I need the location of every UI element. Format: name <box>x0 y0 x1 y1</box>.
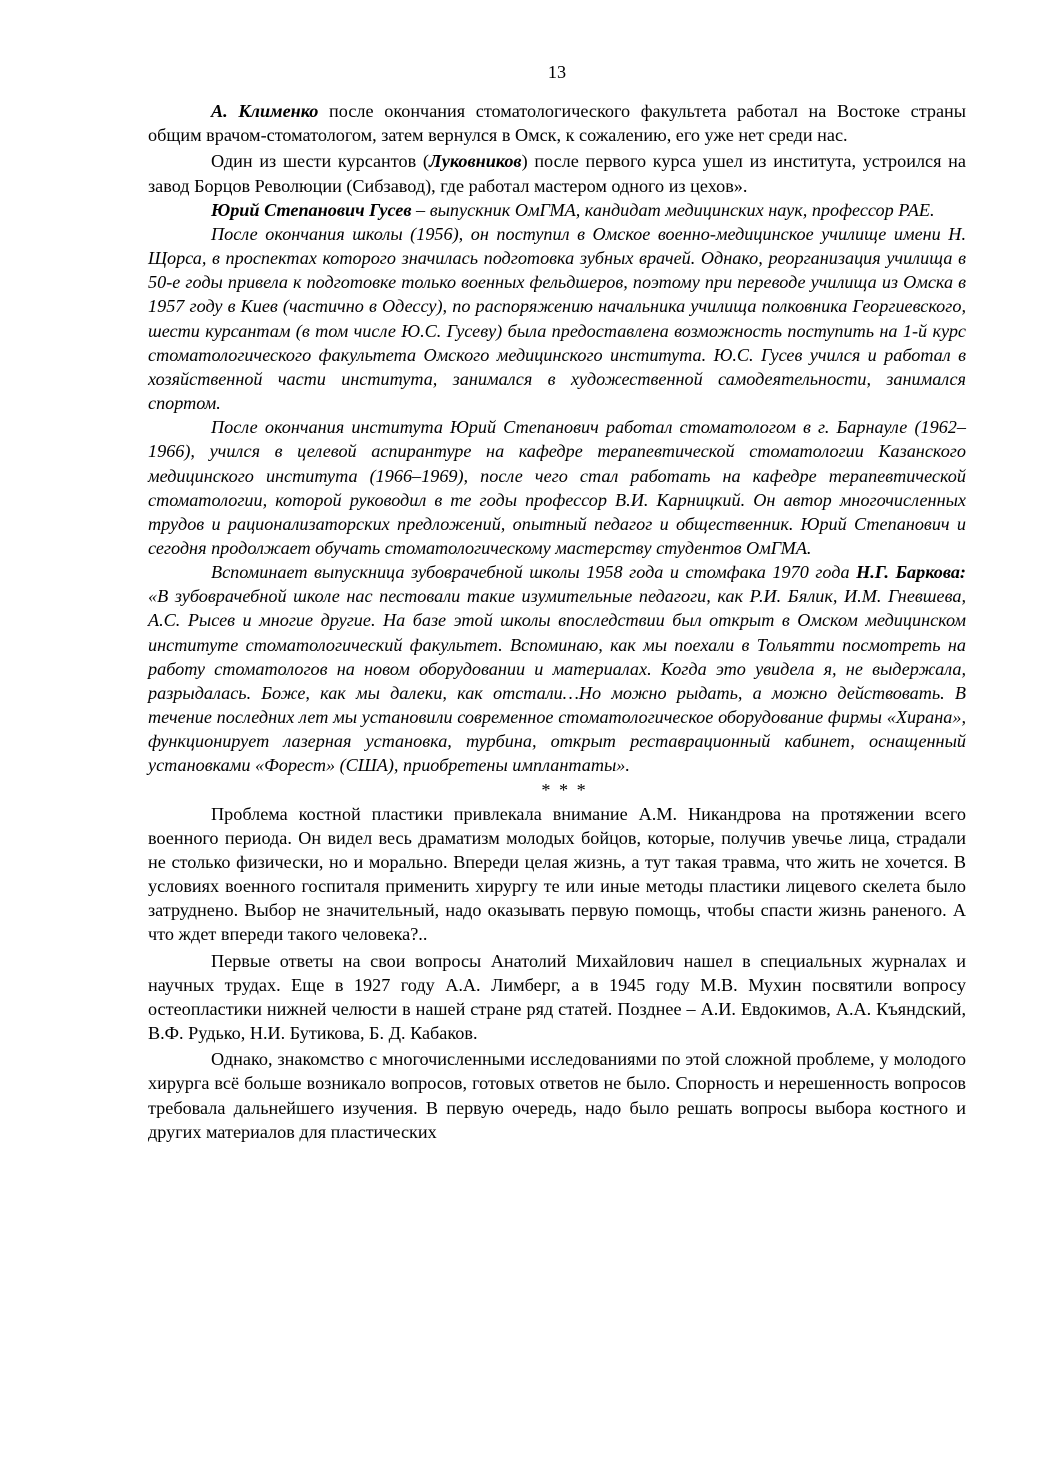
paragraph-gusev-school: После окончания школы (1956), он поступил в Омское военно-медицинское училище имени Н. Щорса, в проспектах которого значилась подготовка зубных врачей. Однако, реорганизация училища в 50-е годы привела к подготовке только военных фельдшеров, поэтому при переводе училища из Омска в 1957 году в Киев (частично в Одессу), по распоряжению начальника училища полковника Георгиевского, шести курсантам (в том числе Ю.С. Гусеву) была предоставлена возможность поступить на 1-й курс стоматологического факультета Омского медицинского института. Ю.С. Гусев учился и работал в хозяйственной части института, занимался в художественной самодеятельности, занимался спортом. <box>148 223 966 414</box>
paragraph-first-answers: Первые ответы на свои вопросы Анатолий Михайлович нашел в специальных журналах и научных трудах. Еще в 1927 году А.А. Лимберг, а в 1945 году М.В. Мухин посвятили вопросу остеопластики нижней челюсти в нашей стране ряд статей. Позднее – А.И. Евдокимов, А.А. Къяндский, В.Ф. Рудько, Н.И. Бутикова, Б. Д. Кабаков. <box>148 950 966 1044</box>
paragraph-bone-plasty: Проблема костной пластики привлекала внимание А.М. Никандрова на протяжении всего военного периода. Он видел весь драматизм молодых бойцов, которые, получив увечье лица, страдали не столько физически, но и морально. Впереди целая жизнь, а тут такая травма, что жить не хочется. В условиях военного госпиталя применить хирургу те или иные методы пластики лицевого скелета было затруднено. Выбор не значительный, надо оказывать первую помощь, чтобы спасти жизнь раненого. А что ждет впереди такого человека?.. <box>148 803 966 945</box>
paragraph-text: – выпускник ОмГМА, кандидат медицинских наук, профессор РАЕ. <box>411 199 935 220</box>
paragraph-lukovnikov <box>148 149 966 197</box>
document-page <box>148 60 966 1144</box>
paragraph-barkova <box>148 560 966 777</box>
paragraph-text: ) после первого курса ушел из института, устроился на завод Борцов Революции (Сибзавод), где работал мастером одного из цехов». <box>148 151 966 196</box>
paragraph-text: «В зубоврачебной школе нас пестовали такие изумительные педагоги, как Р.И. Бялик, И.М. Гневшева, А.С. Рысев и многие другие. На базе этой школы впоследствии был открыт в Омском медицинском институте стоматологический факультет. Вспоминаю, как мы поехали в Тольятти посмотреть на работу стоматологов на новом оборудовании и материалах. Когда это увидела я, не выдержала, разрыдалась. Боже, как мы далеки, как отстали…Но можно рыдать, а можно действовать. В течение последних лет мы установили современное стоматологическое оборудование фирмы «Хирана», функционирует лазерная установка, турбина, открыт реставрационный кабинет, оснащенный установками «Форест» (США), приобретены имплантаты». <box>148 586 966 776</box>
paragraph-research: Однако, знакомство с многочисленными исследованиями по этой сложной проблеме, у молодого хирурга всё больше возникало вопросов, готовых ответов не было. Спорность и нерешенность вопросов требовала дальнейшего изучения. В первую очередь, надо было решать вопросы выбора костного и других материалов для пластических <box>148 1049 966 1142</box>
page-number: 13 <box>547 62 567 82</box>
paragraph-text: после окончания стоматологического факультета работал на Востоке страны общим врачом-стоматологом, затем вернулся в Омск, к сожалению, его уже нет среди нас. <box>148 101 966 146</box>
paragraph-gusev-career: После окончания института Юрий Степанович работал стоматологом в г. Барнауле (1962–1966), учился в целевой аспирантуре на кафедре терапевтической стоматологии Казанского медицинского института (1966–1969), после чего стал работать на кафедре терапевтической стоматологии, которой руководил в те годы профессор В.И. Карницкий. Он автор многочисленных трудов и рационализаторских предложений, опытный педагог и общественник. Юрий Степанович и сегодня продолжает обучать стоматологическому мастерству студентов ОмГМА. <box>148 417 966 558</box>
person-name-lukovnikov: Луковников <box>428 151 522 172</box>
paragraph-klimenko <box>148 99 966 147</box>
paragraph-gusev-intro <box>148 198 966 222</box>
section-separator: * * * <box>541 779 588 800</box>
person-name-gusev: Юрий Степанович Гусев <box>211 199 412 220</box>
paragraph-text: Вспоминает выпускница зубоврачебной школы 1958 года и стомфака 1970 года <box>211 562 857 583</box>
person-name-klimenko: А. Клименко <box>211 101 319 122</box>
person-name-barkova: Н.Г. Баркова: <box>856 562 966 583</box>
paragraph-text: Один из шести курсантов ( <box>211 151 429 172</box>
